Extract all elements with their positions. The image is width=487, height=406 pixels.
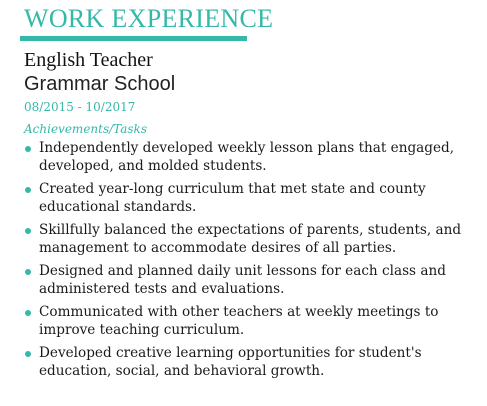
bullet-icon [25,310,31,316]
bullet-icon [25,269,31,275]
list-item [24,180,474,216]
achievements-list [24,139,474,385]
bullet-text: Independently developed weekly lesson plans that engaged, developed, and molded students. [39,140,455,174]
bullet-icon [25,351,31,357]
list-item [24,221,474,257]
list-item [24,262,474,298]
company-name: Grammar School [24,73,176,95]
employment-dates: 08/2015 - 10/2017 [24,100,136,114]
bullet-icon [25,146,31,152]
bullet-text: Communicated with other teachers at weekly meetings to improve teaching curriculum. [39,304,439,338]
bullet-icon [25,228,31,234]
bullet-text: Designed and planned daily unit lessons for each class and administered tests and evaluations. [39,263,446,297]
tasks-label: Achievements/Tasks [24,122,147,136]
list-item [24,303,474,339]
bullet-icon [25,187,31,193]
list-item [24,344,474,380]
section-divider [20,36,247,41]
section-title: WORK EXPERIENCE [24,4,274,33]
job-title: English Teacher [24,49,153,71]
bullet-text: Developed creative learning opportunities for student's education, social, and behavioral growth. [39,345,422,379]
list-item [24,139,474,175]
bullet-text: Created year-long curriculum that met state and county educational standards. [39,181,426,215]
bullet-text: Skillfully balanced the expectations of parents, students, and management to accommodate desires of all parties. [39,222,462,256]
